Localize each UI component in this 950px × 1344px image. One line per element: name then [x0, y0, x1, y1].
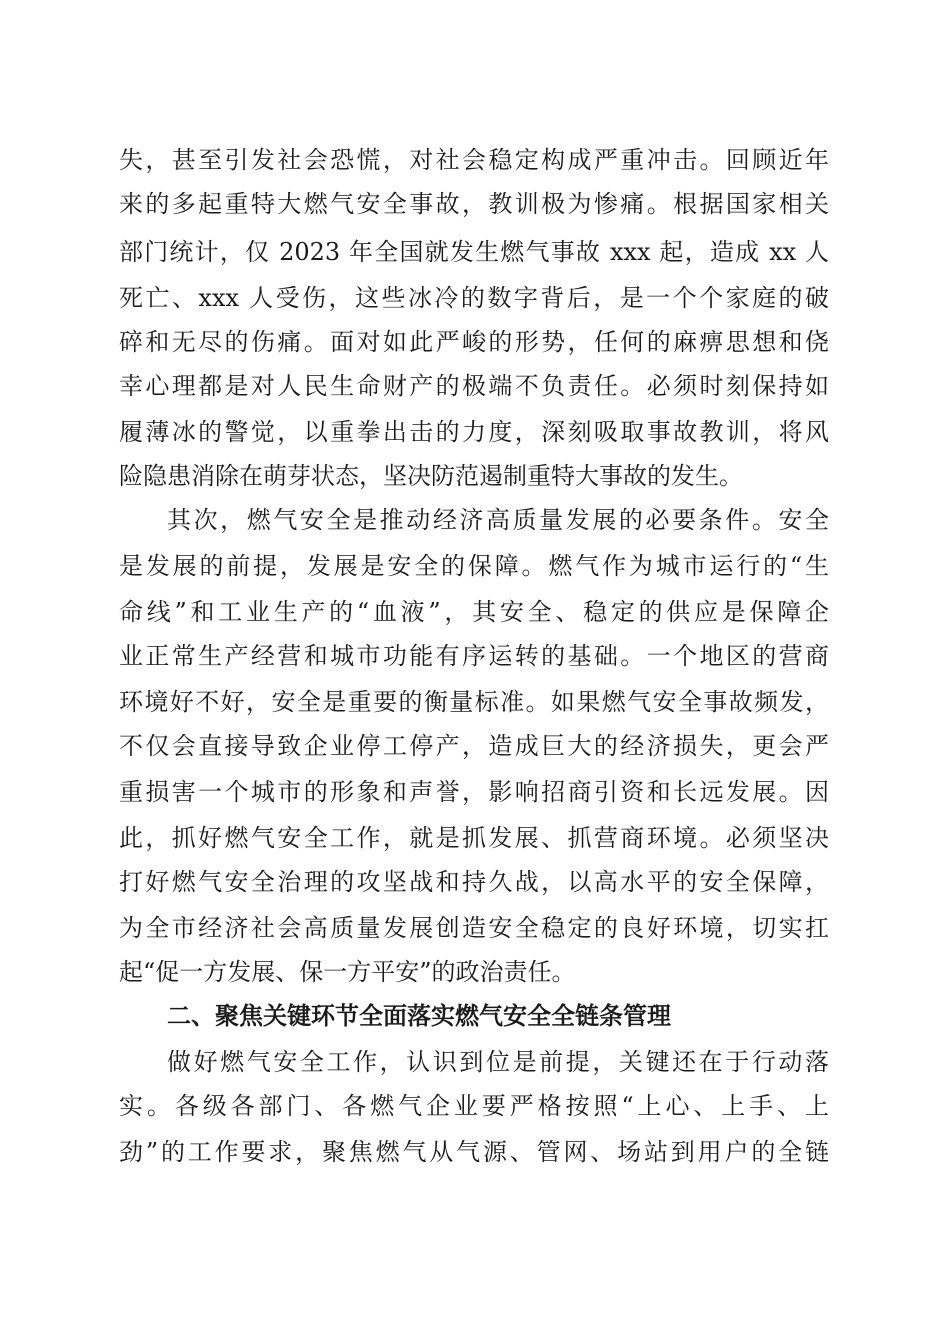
paragraph-line: 死亡、xxx 人受伤，这些冰冷的数字背后，是一个个家庭的破	[119, 284, 829, 312]
paragraph-line: 业正常生产经营和城市功能有序运转的基础。一个地区的营商	[119, 642, 829, 670]
paragraph-line: 不仅会直接导致企业停工停产，造成巨大的经济损失，更会严	[119, 732, 829, 760]
paragraph-line: 碎和无尽的伤痛。面对如此严峻的形势，任何的麻痹思想和侥	[119, 328, 829, 356]
paragraph-line: 此，抓好燃气安全工作，就是抓发展、抓营商环境。必须坚决	[119, 824, 829, 852]
paragraph-line: 其次，燃气安全是推动经济高质量发展的必要条件。安全	[167, 506, 829, 534]
paragraph-line: 环境好不好，安全是重要的衡量标准。如果燃气安全事故频发，	[119, 688, 829, 716]
paragraph-line: 失，甚至引发社会恐慌，对社会稳定构成严重冲击。回顾近年	[119, 146, 829, 174]
paragraph-line: 险隐患消除在萌芽状态，坚决防范遏制重特大事故的发生。	[119, 462, 743, 490]
paragraph-line: 部门统计，仅 2023 年全国就发生燃气事故 xxx 起，造成 xx 人	[119, 238, 829, 266]
paragraph-line: 起“促一方发展、保一方平安”的政治责任。	[119, 958, 576, 986]
paragraph-line: 打好燃气安全治理的攻坚战和持久战，以高水平的安全保障，	[119, 868, 829, 896]
paragraph-line: 来的多起重特大燃气安全事故，教训极为惨痛。根据国家相关	[119, 190, 829, 218]
paragraph-line: 劲”的工作要求，聚焦燃气从气源、管网、场站到用户的全链	[119, 1138, 829, 1166]
paragraph-line: 命线”和工业生产的“血液”，其安全、稳定的供应是保障企	[119, 598, 829, 626]
paragraph-line: 做好燃气安全工作，认识到位是前提，关键还在于行动落	[167, 1048, 829, 1076]
paragraph-line: 履薄冰的警觉，以重拳出击的力度，深刻吸取事故教训，将风	[119, 418, 829, 446]
paragraph-line: 为全市经济社会高质量发展创造安全稳定的良好环境，切实扛	[119, 914, 829, 942]
paragraph-line: 实。各级各部门、各燃气企业要严格按照“上心、上手、上	[119, 1092, 829, 1120]
paragraph-line: 是发展的前提，发展是安全的保障。燃气作为城市运行的“生	[119, 552, 829, 580]
paragraph-line: 重损害一个城市的形象和声誉，影响招商引资和长远发展。因	[119, 778, 829, 806]
section-heading: 二、聚焦关键环节全面落实燃气安全全链条管理	[167, 1002, 671, 1030]
paragraph-line: 幸心理都是对人民生命财产的极端不负责任。必须时刻保持如	[119, 372, 829, 400]
